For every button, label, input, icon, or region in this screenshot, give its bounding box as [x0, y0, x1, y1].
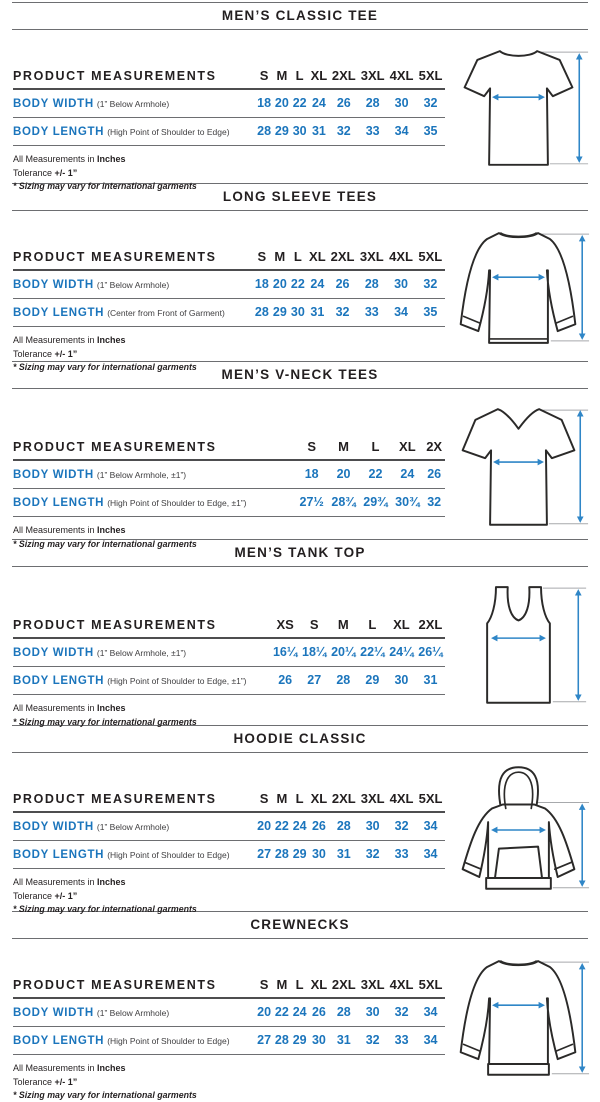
measurement-value: 30: [311, 1033, 326, 1047]
measurement-label: BODY LENGTH: [13, 307, 105, 319]
measurement-value: 18: [257, 96, 272, 110]
measurement-sublabel: (High Point of Shoulder to Edge, ±1”): [107, 676, 247, 686]
note-bold-text: +/- 1”: [54, 1076, 78, 1087]
garment-illustration-block: [445, 567, 592, 729]
note-text: Tolerance: [13, 167, 55, 178]
table-body: [13, 270, 445, 327]
row-label-cell: [13, 998, 255, 1027]
row-label-cell: [13, 812, 255, 841]
measurement-value: 27: [307, 673, 322, 687]
measurement-value: 18¼: [302, 645, 327, 659]
measurement-label: BODY LENGTH: [13, 126, 105, 138]
tolerance-note: [13, 1076, 445, 1090]
measurement-value: 30: [290, 305, 305, 319]
measurement-value: 31: [336, 847, 351, 861]
section-title: MEN’S V-NECK TEES: [221, 367, 379, 382]
measurement-value: 34: [394, 124, 409, 138]
section-content: [0, 939, 600, 1102]
measurement-value: 30: [365, 819, 380, 833]
measurement-value: 28: [274, 1033, 289, 1047]
note-bold-text: +/- 1”: [54, 890, 78, 901]
size-column-header: XS: [276, 617, 294, 632]
size-column-header: M: [274, 249, 286, 264]
measurement-value: 33: [364, 305, 379, 319]
size-column-header: L: [295, 791, 304, 806]
measurement-table-block: [13, 66, 445, 193]
measurement-value: 24: [292, 1005, 307, 1019]
measurement-sublabel: (1” Below Armhole): [96, 280, 170, 290]
measurements-units-note: [13, 334, 445, 348]
table-body: [13, 638, 445, 695]
measurement-value: 26: [278, 673, 293, 687]
measurement-value: 24¼: [389, 645, 414, 659]
section-content: [0, 30, 600, 193]
table-head: [13, 975, 445, 998]
note-text: All Measurements in: [13, 1063, 98, 1073]
section-title-bar: [12, 725, 588, 753]
size-column-header: 4XL: [389, 977, 414, 992]
size-column-header: S: [309, 617, 319, 632]
measurement-value: 35: [423, 124, 438, 138]
measurement-value: 34: [423, 847, 438, 861]
measurement-value: 28: [257, 124, 272, 138]
size-chart-section: [0, 911, 600, 1100]
notes-block: [13, 876, 445, 916]
measurement-value: 34: [423, 819, 438, 833]
notes-block: [13, 1062, 445, 1102]
measurement-value: 30: [394, 96, 409, 110]
size-column-header: XL: [399, 439, 416, 454]
measurements-units-note: [13, 153, 445, 167]
measurement-value: 35: [423, 305, 438, 319]
size-column-header: L: [293, 249, 302, 264]
measurement-sublabel: (1” Below Armhole, ±1”): [96, 470, 187, 480]
measurement-value: 20: [257, 819, 272, 833]
measurement-label: BODY WIDTH: [13, 469, 94, 481]
measurement-row: [13, 812, 445, 841]
measurement-value: 31: [311, 124, 326, 138]
measurement-value: 22: [274, 819, 289, 833]
measurement-table-block: [13, 437, 445, 551]
measurement-value: 30: [365, 1005, 380, 1019]
garment-illustration-block: [445, 211, 592, 374]
measurement-value: 32: [335, 305, 350, 319]
sizing-disclaimer-note: * Sizing may vary for international garments: [13, 1090, 197, 1100]
measurement-value: 32: [423, 277, 438, 291]
sections-root: [0, 2, 600, 1100]
measurement-value: 18: [254, 277, 269, 291]
measurement-sublabel: (1” Below Armhole): [96, 99, 170, 109]
table-header-row: [13, 615, 445, 638]
row-label-cell: [13, 841, 255, 869]
size-column-header: 4XL: [389, 249, 413, 264]
size-column-header: 3XL: [360, 977, 385, 992]
note-bold-text: Inches: [97, 154, 126, 164]
measurement-value: 26: [311, 1005, 326, 1019]
product-measurements-header: PRODUCT MEASUREMENTS: [13, 617, 217, 632]
product-measurements-header: PRODUCT MEASUREMENTS: [13, 439, 217, 454]
size-column-header: 3XL: [359, 249, 384, 264]
row-label-cell: [13, 667, 271, 695]
measurement-value: 28: [336, 1005, 351, 1019]
measurement-label: BODY LENGTH: [13, 675, 105, 687]
table-head: [13, 437, 445, 460]
measurement-value: 22: [290, 277, 305, 291]
measurement-value: 26¼: [418, 645, 443, 659]
table-head: [13, 66, 445, 89]
table-header-row: [13, 975, 445, 998]
size-column-header: S: [259, 68, 269, 83]
note-bold-text: +/- 1”: [54, 348, 78, 359]
measurement-table-block: [13, 247, 445, 374]
measurement-value: 30: [311, 847, 326, 861]
size-column-header: 2XL: [330, 249, 355, 264]
measurement-value: 30: [394, 277, 408, 291]
measurement-value: 32: [365, 847, 380, 861]
note-text: All Measurements in: [13, 877, 98, 887]
size-column-header: 2XL: [418, 617, 443, 632]
notes-block: [13, 702, 445, 729]
row-label-cell: [13, 1027, 255, 1055]
note-bold-text: Inches: [97, 335, 126, 345]
measurement-value: 32: [423, 96, 438, 110]
measurement-label: BODY LENGTH: [13, 497, 105, 509]
row-label-cell: [13, 299, 253, 327]
measurement-value: 32: [394, 1005, 409, 1019]
measurement-value: 22¼: [360, 645, 385, 659]
size-chart-section: [0, 361, 600, 549]
note-bold-text: +/- 1”: [54, 167, 78, 178]
section-content: [0, 211, 600, 374]
measurement-sublabel: (Center from Front of Garment): [107, 308, 225, 318]
table-header-row: [13, 437, 445, 460]
notes-block: [13, 524, 445, 551]
section-title: MEN’S CLASSIC TEE: [221, 8, 379, 23]
row-label-cell: [13, 489, 296, 517]
measurement-value: 22: [292, 96, 307, 110]
measurement-value: 29¾: [363, 495, 388, 509]
size-column-header: S: [307, 439, 317, 454]
measurements-units-note: [13, 1062, 445, 1076]
measurement-value: 20: [272, 277, 287, 291]
note-bold-text: Inches: [97, 1063, 126, 1073]
note-text: All Measurements in: [13, 335, 98, 345]
size-table: [13, 975, 445, 1055]
section-content: [0, 567, 600, 729]
measurement-sublabel: (1” Below Armhole, ±1”): [96, 648, 187, 658]
size-column-header: L: [371, 439, 380, 454]
measurement-label: BODY LENGTH: [13, 1035, 105, 1047]
measurements-units-note: [13, 876, 445, 890]
measurement-value: 31: [336, 1033, 351, 1047]
measurement-value: 31: [423, 673, 438, 687]
measurement-label: BODY WIDTH: [13, 821, 94, 833]
measurement-value: 34: [423, 1005, 438, 1019]
measurement-value: 33: [365, 124, 380, 138]
product-measurements-header: PRODUCT MEASUREMENTS: [13, 791, 217, 806]
size-table: [13, 247, 445, 327]
size-column-header: S: [257, 249, 267, 264]
size-table: [13, 66, 445, 146]
measurement-value: 24: [292, 819, 307, 833]
size-column-header: 5XL: [418, 791, 443, 806]
sizing-disclaimer-note: * Sizing may vary for international garments: [13, 716, 197, 727]
size-table: [13, 789, 445, 869]
size-column-header: M: [276, 791, 288, 806]
product-measurements-header: PRODUCT MEASUREMENTS: [13, 977, 217, 992]
measurement-value: 26: [427, 467, 442, 481]
measurement-value: 20: [336, 467, 351, 481]
measurement-value: 24: [311, 96, 326, 110]
size-column-header: M: [337, 617, 349, 632]
table-body: [13, 998, 445, 1055]
size-column-header: XL: [310, 977, 328, 992]
size-column-header: XL: [310, 68, 328, 83]
note-text: All Measurements in: [13, 525, 98, 535]
sizing-disclaimer-note: * Sizing may vary for international garments: [13, 362, 197, 372]
measurement-sublabel: (High Point of Shoulder to Edge): [107, 1036, 230, 1046]
measurement-value: 27: [257, 1033, 272, 1047]
measurement-value: 20: [274, 96, 289, 110]
measurement-value: 24: [400, 467, 415, 481]
size-column-header: M: [338, 439, 349, 454]
measurement-value: 28: [364, 277, 379, 291]
measurement-label: BODY WIDTH: [13, 279, 94, 291]
measurement-sublabel: (High Point of Shoulder to Edge, ±1”): [107, 498, 247, 508]
measurement-value: 33: [394, 847, 409, 861]
measurement-value: 28: [365, 96, 380, 110]
measurement-value: 32: [427, 495, 442, 509]
notes-block: [13, 153, 445, 193]
crewneck-illustration: [445, 949, 592, 1081]
table-header-row: [13, 247, 445, 270]
size-column-header: 3XL: [360, 791, 385, 806]
table-head: [13, 615, 445, 638]
size-table: [13, 437, 445, 517]
measurement-value: 22: [274, 1005, 289, 1019]
size-column-header: 5XL: [418, 68, 443, 83]
section-content: [0, 753, 600, 916]
garment-illustration-block: [445, 389, 592, 551]
measurement-row: [13, 638, 445, 667]
note-text: Tolerance: [13, 890, 55, 901]
size-column-header: L: [368, 617, 377, 632]
size-column-header: M: [276, 68, 288, 83]
measurement-row: [13, 460, 445, 489]
note-text: All Measurements in: [13, 703, 98, 713]
measurement-value: 20¼: [331, 645, 356, 659]
size-column-header: S: [259, 791, 269, 806]
note-text: Tolerance: [13, 1076, 55, 1087]
garment-illustration-block: [445, 939, 592, 1102]
measurement-row: [13, 270, 445, 299]
garment-illustration-block: [445, 30, 592, 193]
table-head: [13, 247, 445, 270]
note-bold-text: Inches: [97, 703, 126, 713]
measurement-value: 26: [336, 96, 351, 110]
tolerance-note: [13, 348, 445, 362]
measurement-value: 32: [336, 124, 351, 138]
measurements-units-note: [13, 524, 445, 538]
measurement-value: 32: [394, 819, 409, 833]
measurement-row: [13, 1027, 445, 1055]
measurement-row: [13, 299, 445, 327]
table-head: [13, 789, 445, 812]
measurement-value: 28: [336, 673, 351, 687]
size-column-header: 4XL: [389, 791, 414, 806]
measurement-value: 29: [292, 847, 307, 861]
sizing-disclaimer-note: * Sizing may vary for international garments: [13, 181, 197, 191]
measurement-label: BODY WIDTH: [13, 1007, 94, 1019]
size-column-header: XL: [393, 617, 410, 632]
measurement-value: 28: [274, 847, 289, 861]
size-chart-page: [0, 2, 600, 1100]
measurement-value: 27½: [299, 495, 324, 509]
size-column-header: 5XL: [418, 977, 443, 992]
measurement-row: [13, 118, 445, 146]
row-label-cell: [13, 270, 253, 299]
measurement-value: 20: [257, 1005, 272, 1019]
note-text: Tolerance: [13, 348, 55, 359]
size-chart-section: [0, 539, 600, 725]
note-text: All Measurements in: [13, 154, 98, 164]
measurement-label: BODY LENGTH: [13, 849, 105, 861]
measurement-value: 30: [394, 673, 409, 687]
sizing-disclaimer-note: * Sizing may vary for international garments: [13, 538, 197, 549]
product-measurements-header: PRODUCT MEASUREMENTS: [13, 249, 217, 264]
measurement-sublabel: (High Point of Shoulder to Edge): [107, 850, 230, 860]
note-bold-text: Inches: [97, 877, 126, 887]
measurement-value: 32: [365, 1033, 380, 1047]
row-label-cell: [13, 89, 255, 118]
measurement-row: [13, 489, 445, 517]
measurement-table-block: [13, 789, 445, 916]
measurement-value: 31: [310, 305, 325, 319]
section-title: LONG SLEEVE TEES: [222, 189, 378, 204]
tank-top-illustration: [445, 577, 592, 709]
section-title-bar: [12, 2, 588, 30]
table-body: [13, 89, 445, 146]
size-column-header: L: [295, 68, 304, 83]
measurement-sublabel: (1” Below Armhole): [96, 822, 170, 832]
tolerance-note: [13, 167, 445, 181]
measurement-row: [13, 667, 445, 695]
measurement-value: 26: [311, 819, 326, 833]
v-neck-tee-illustration: [445, 399, 592, 531]
size-column-header: M: [276, 977, 288, 992]
measurement-label: BODY WIDTH: [13, 98, 94, 110]
measurement-value: 33: [394, 1033, 409, 1047]
measurement-row: [13, 89, 445, 118]
size-table: [13, 615, 445, 695]
table-body: [13, 460, 445, 517]
size-column-header: XL: [310, 791, 328, 806]
measurement-value: 29: [292, 1033, 307, 1047]
size-column-header: L: [295, 977, 304, 992]
measurement-label: BODY WIDTH: [13, 647, 94, 659]
size-column-header: XL: [309, 249, 326, 264]
measurement-value: 16¼: [272, 645, 298, 659]
measurements-units-note: [13, 702, 445, 716]
classic-tee-illustration: [445, 40, 592, 172]
garment-illustration-block: [445, 753, 592, 916]
measurement-row: [13, 998, 445, 1027]
size-column-header: 2XL: [331, 977, 356, 992]
size-column-header: S: [259, 977, 269, 992]
size-column-header: 2XL: [331, 791, 356, 806]
measurement-value: 28¾: [331, 495, 356, 509]
size-chart-section: [0, 183, 600, 372]
section-content: [0, 389, 600, 551]
size-column-header: 2X: [426, 439, 443, 454]
measurement-value: 28: [336, 819, 351, 833]
measurement-sublabel: (High Point of Shoulder to Edge): [107, 127, 230, 137]
measurement-value: 26: [335, 277, 350, 291]
measurement-value: 30: [292, 124, 307, 138]
product-measurements-header: PRODUCT MEASUREMENTS: [13, 68, 217, 83]
size-chart-section: [0, 725, 600, 914]
measurement-table-block: [13, 615, 445, 729]
row-label-cell: [13, 638, 271, 667]
measurement-value: 22: [368, 467, 383, 481]
table-header-row: [13, 66, 445, 89]
measurement-value: 34: [423, 1033, 438, 1047]
measurement-value: 30¾: [395, 495, 420, 509]
measurement-sublabel: (1” Below Armhole): [96, 1008, 170, 1018]
measurement-value: 29: [274, 124, 289, 138]
sizing-disclaimer-note: * Sizing may vary for international garments: [13, 904, 197, 914]
section-title: MEN’S TANK TOP: [234, 545, 366, 560]
measurement-value: 18: [304, 467, 319, 481]
size-column-header: 4XL: [389, 68, 414, 83]
measurement-table-block: [13, 975, 445, 1102]
size-column-header: 2XL: [331, 68, 356, 83]
measurement-value: 28: [254, 305, 269, 319]
measurement-value: 29: [365, 673, 380, 687]
measurement-row: [13, 841, 445, 869]
tolerance-note: [13, 890, 445, 904]
section-title: HOODIE CLASSIC: [233, 731, 367, 746]
measurement-value: 27: [257, 847, 272, 861]
note-bold-text: Inches: [97, 525, 126, 535]
size-chart-section: [0, 2, 600, 191]
size-column-header: 3XL: [360, 68, 385, 83]
measurement-value: 29: [272, 305, 287, 319]
table-header-row: [13, 789, 445, 812]
row-label-cell: [13, 460, 296, 489]
hoodie-illustration: [445, 763, 592, 895]
measurement-value: 24: [310, 277, 325, 291]
size-column-header: 5XL: [418, 249, 443, 264]
section-title: CREWNECKS: [250, 917, 350, 932]
table-body: [13, 812, 445, 869]
row-label-cell: [13, 118, 255, 146]
measurement-value: 34: [394, 305, 408, 319]
long-sleeve-tee-illustration: [445, 221, 592, 353]
